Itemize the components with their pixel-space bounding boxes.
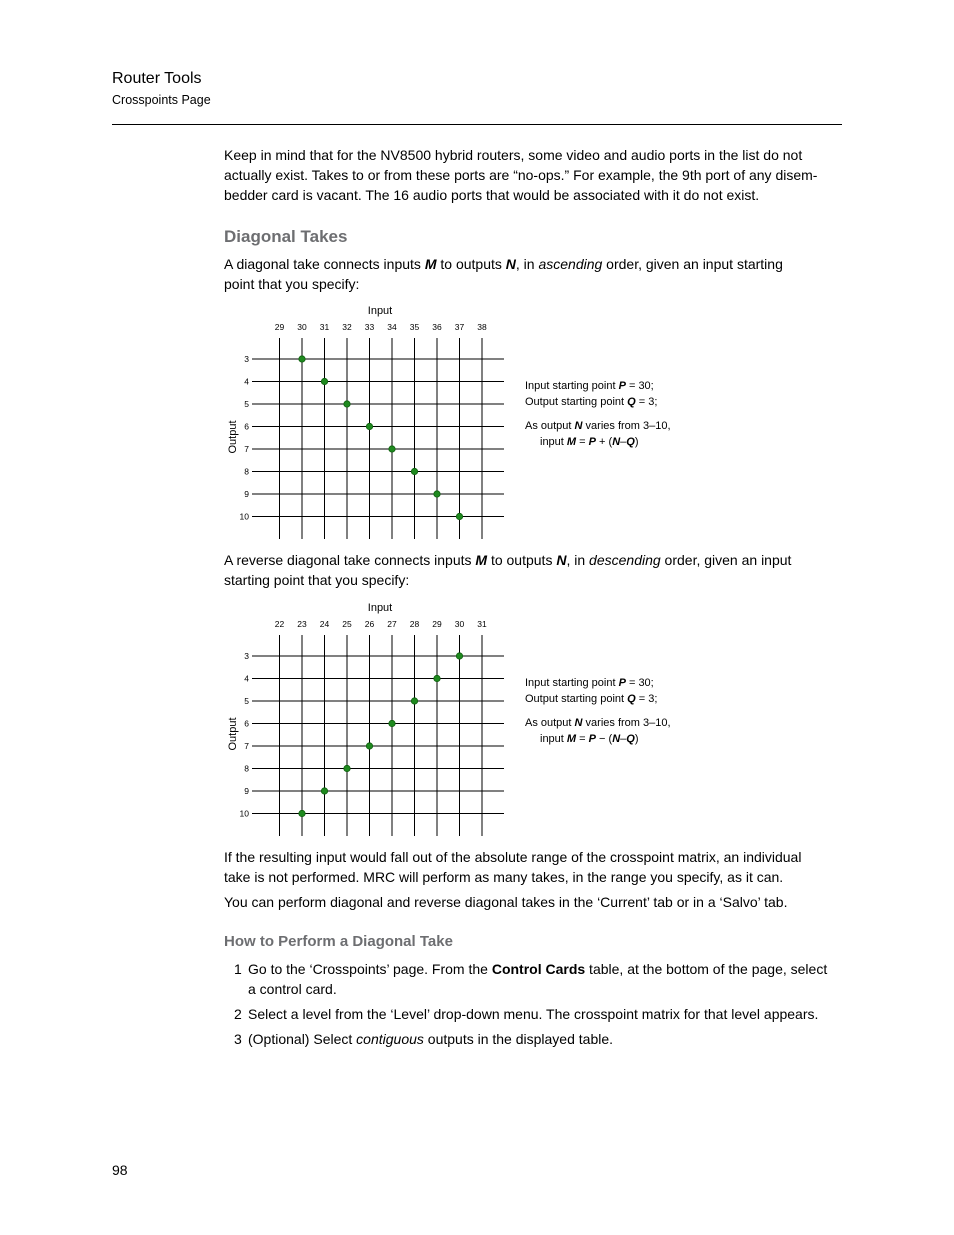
crosspoint-dot <box>344 401 350 407</box>
howto-heading: How to Perform a Diagonal Take <box>224 933 453 950</box>
input-tick-label: 30 <box>297 322 307 332</box>
annotation-line: Input starting point P = 30; <box>525 677 654 689</box>
output-tick-label: 6 <box>244 421 249 432</box>
diagonal-take-diagram <box>222 300 682 540</box>
crosspoint-dot <box>389 446 395 452</box>
input-tick-label: 35 <box>409 322 420 332</box>
crosspoint-dot <box>321 788 327 794</box>
input-tick-label: 32 <box>342 322 352 332</box>
step-number: 3 <box>234 1031 242 1047</box>
reverse-intro <box>224 550 844 590</box>
reverse-diagonal-take-diagram <box>222 597 682 837</box>
intro-line: Keep in mind that for the NV8500 hybrid routers, some video and audio ports in the list do not <box>224 147 803 163</box>
range-line: If the resulting input would fall out of the absolute range of the crosspoint matrix, an individual <box>224 849 802 865</box>
input-tick-label: 38 <box>477 322 487 332</box>
diagonal-intro-line: point that you specify: <box>224 276 360 292</box>
crosspoint-dot <box>366 743 372 749</box>
crosspoint-dot <box>321 378 327 384</box>
output-tick-label: 4 <box>244 376 249 387</box>
crosspoint-dot <box>434 491 440 497</box>
annotation-line: As output N varies from 3–10, <box>525 717 671 729</box>
diagonal-intro-line: A diagonal take connects inputs M to outputs N, in ascending order, given an input starting <box>224 256 783 272</box>
crosspoint-dot <box>411 468 417 474</box>
step-text: Go to the ‘Crosspoints’ page. From the Control Cards table, at the bottom of the page, select a control card. <box>248 961 828 997</box>
input-axis-label: Input <box>367 602 393 614</box>
input-tick-label: 31 <box>319 322 330 332</box>
output-tick-label: 7 <box>244 741 249 751</box>
input-axis-label: Input <box>367 305 393 317</box>
output-tick-label: 10 <box>239 511 249 522</box>
input-tick-label: 22 <box>274 619 285 629</box>
output-tick-label: 10 <box>239 808 249 819</box>
crosspoint-dot <box>411 698 417 704</box>
input-tick-label: 34 <box>387 322 397 332</box>
annotation-line: As output N varies from 3–10, <box>525 420 671 432</box>
input-tick-label: 36 <box>432 322 442 332</box>
section-heading: Diagonal Takes <box>224 227 348 246</box>
reverse-intro-line: A reverse diagonal take connects inputs M to outputs N, in descending order, given an input <box>224 552 792 568</box>
output-tick-label: 9 <box>244 489 249 499</box>
input-tick-label: 24 <box>319 619 330 629</box>
input-tick-label: 30 <box>454 619 465 629</box>
header-rule <box>112 124 842 125</box>
intro-line: bedder card is vacant. The 16 audio ports that would be associated with it do not exist. <box>224 187 760 203</box>
input-tick-label: 37 <box>454 322 465 332</box>
input-tick-label: 26 <box>364 619 375 629</box>
crosspoint-dot <box>456 653 462 659</box>
output-tick-label: 4 <box>244 673 249 684</box>
diagonal-intro <box>224 254 844 294</box>
input-tick-label: 29 <box>432 619 442 629</box>
annotation-line: Output starting point Q = 3; <box>525 396 658 408</box>
input-tick-label: 33 <box>364 322 375 332</box>
range-paragraph <box>224 847 844 887</box>
running-header-subtitle: Crosspoints Page <box>112 93 211 107</box>
crosspoint-dot <box>299 356 305 362</box>
output-tick-label: 5 <box>244 696 249 706</box>
input-tick-label: 28 <box>409 619 420 629</box>
step-number: 2 <box>234 1006 242 1022</box>
output-tick-label: 9 <box>244 786 249 796</box>
output-axis-label: Output <box>227 717 239 751</box>
step-3 <box>234 1029 846 1049</box>
intro-paragraph <box>224 145 844 205</box>
step-text: Select a level from the ‘Level’ drop-down menu. The crosspoint matrix for that level appears. <box>248 1006 819 1022</box>
crosspoint-dot <box>434 675 440 681</box>
input-tick-label: 25 <box>342 619 352 629</box>
range-line: take is not performed. MRC will perform as many takes, in the range you specify, as it can. <box>224 869 784 885</box>
step-1 <box>234 959 846 999</box>
crosspoint-dot <box>344 765 350 771</box>
crosspoint-grid-svg <box>222 597 682 837</box>
input-tick-label: 27 <box>387 619 397 629</box>
annotation-line: input M = P + (N–Q) <box>540 436 639 448</box>
output-tick-label: 7 <box>244 444 249 454</box>
output-tick-label: 5 <box>244 399 249 409</box>
input-tick-label: 29 <box>274 322 285 332</box>
crosspoint-dot <box>456 513 462 519</box>
crosspoint-grid-svg <box>222 300 682 540</box>
tabs-paragraph: You can perform diagonal and reverse diagonal takes in the ‘Current’ tab or in a ‘Salvo’ tab. <box>224 894 788 910</box>
step-text: (Optional) Select contiguous outputs in the displayed table. <box>248 1031 614 1047</box>
annotation-line: Output starting point Q = 3; <box>525 693 658 705</box>
output-tick-label: 3 <box>244 651 249 661</box>
intro-line: actually exist. Takes to or from these ports are “no-ops.” For example, the 9th port of any disem- <box>224 167 818 183</box>
output-tick-label: 8 <box>244 763 249 774</box>
output-axis-label: Output <box>227 420 239 454</box>
step-number: 1 <box>234 961 242 977</box>
output-tick-label: 6 <box>244 718 249 729</box>
output-tick-label: 3 <box>244 354 249 364</box>
step-2 <box>234 1004 846 1024</box>
running-header-title: Router Tools <box>112 70 202 87</box>
crosspoint-dot <box>389 720 395 726</box>
output-tick-label: 8 <box>244 466 249 477</box>
input-tick-label: 31 <box>477 619 487 629</box>
crosspoint-dot <box>366 423 372 429</box>
crosspoint-dot <box>299 810 305 816</box>
reverse-intro-line: starting point that you specify: <box>224 572 410 588</box>
page-number: 98 <box>112 1162 128 1178</box>
annotation-line: Input starting point P = 30; <box>525 380 654 392</box>
annotation-line: input M = P − (N–Q) <box>540 733 639 745</box>
input-tick-label: 23 <box>297 619 307 629</box>
